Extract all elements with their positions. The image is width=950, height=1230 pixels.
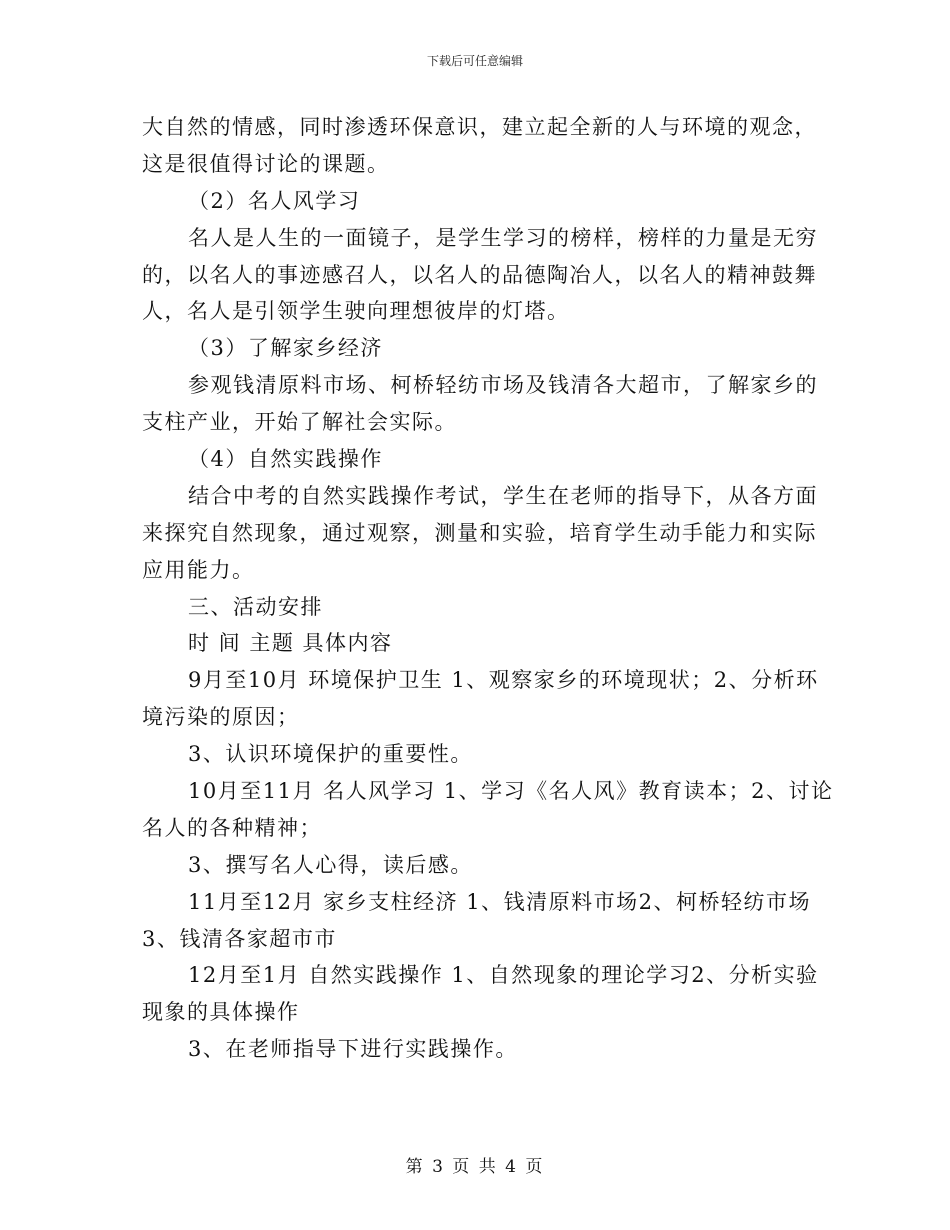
schedule-header: 时 间 主题 具体内容: [188, 631, 393, 656]
section-heading: （4）自然实践操作: [188, 447, 383, 472]
section-heading: 三、活动安排: [188, 594, 323, 619]
schedule-row: 9月至10月 环境保护卫生 1、观察家乡的环境现状；2、分析环: [188, 668, 819, 693]
text-line: 的，以名人的事迹感召人，以名人的品德陶冶人，以名人的精神鼓舞: [142, 262, 817, 287]
text-line: 应用能力。: [142, 557, 255, 582]
schedule-row-continuation: 现象的具体操作: [142, 1000, 300, 1025]
document-body: [142, 109, 834, 1068]
text-line: 这是很值得讨论的课题。: [142, 151, 390, 176]
schedule-row-continuation: 境污染的原因；: [142, 705, 300, 730]
page-header: 下载后可任意编辑: [426, 54, 523, 68]
schedule-row-continuation: 名人的各种精神；: [142, 815, 322, 840]
text-line: 人，名人是引领学生驶向理想彼岸的灯塔。: [142, 299, 570, 324]
section-heading: （3）了解家乡经济: [188, 336, 383, 361]
schedule-row: 10月至11月 名人风学习 1、学习《名人风》教育读本；2、讨论: [188, 779, 834, 804]
schedule-row-continuation: 3、认识环境保护的重要性。: [188, 742, 473, 767]
section-heading: （2）名人风学习: [188, 188, 361, 213]
text-line: 名人是人生的一面镜子，是学生学习的榜样，榜样的力量是无穷: [188, 225, 818, 250]
text-line: 来探究自然现象，通过观察，测量和实验，培育学生动手能力和实际: [142, 520, 817, 545]
text-line: 参观钱清原料市场、柯桥轻纺市场及钱清各大超市，了解家乡的: [188, 373, 818, 398]
schedule-row-continuation: 3、在老师指导下进行实践操作。: [188, 1037, 518, 1062]
page-number: 第 3 页 共 4 页: [405, 1157, 545, 1177]
schedule-row: 12月至1月 自然实践操作 1、自然现象的理论学习2、分析实验: [188, 963, 819, 988]
schedule-row-continuation: 3、撰写名人心得，读后感。: [188, 852, 473, 877]
schedule-row: 11月至12月 家乡支柱经济 1、钱清原料市场2、柯桥轻纺市场: [188, 889, 812, 914]
schedule-row-continuation: 3、钱清各家超市市: [142, 926, 337, 951]
text-line: 支柱产业，开始了解社会实际。: [142, 410, 457, 435]
text-line: 大自然的情感，同时渗透环保意识，建立起全新的人与环境的观念，: [142, 115, 817, 139]
text-line: 结合中考的自然实践操作考试，学生在老师的指导下，从各方面: [188, 483, 818, 508]
